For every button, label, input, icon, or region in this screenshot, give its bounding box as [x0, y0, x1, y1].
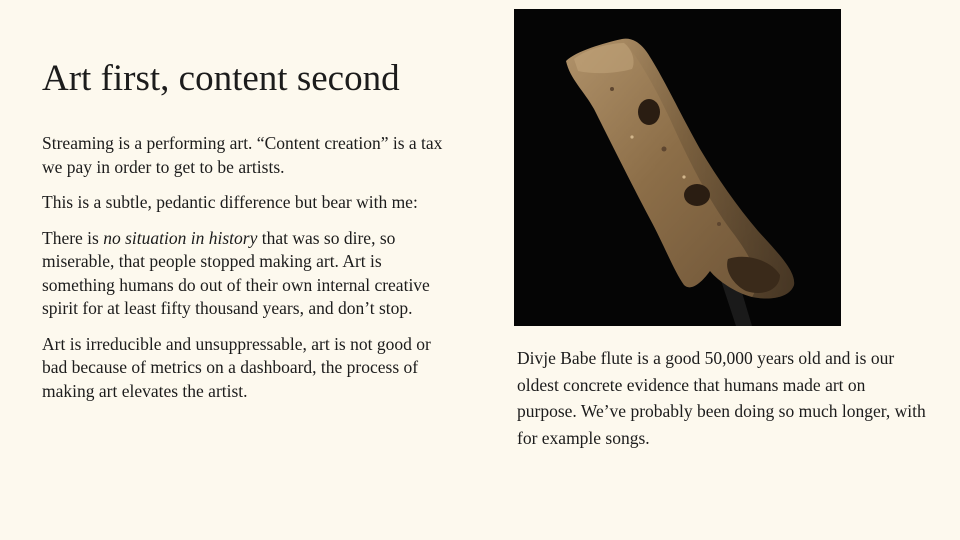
paragraph-no-situation-emphasis: no situation in history [103, 227, 258, 248]
flute-speck [610, 87, 614, 91]
paragraph-no-situation-end: that was so dire, so miserable, that people stopped making art. Art is something humans do out of their own internal creative spirit for at least fifty thousand years, and don’t stop. [42, 227, 430, 318]
flute-hole-lower [684, 184, 710, 206]
flute-caption: Divje Babe flute is a good 50,000 years old and is our oldest concrete evidence that humans made art on purpose. We’ve probably been doing so much longer, with for example songs. [517, 348, 926, 448]
paragraph-pedantic-difference: This is a subtle, pedantic difference but bear with me: [42, 192, 418, 212]
flute-photo [514, 9, 841, 326]
bone-flute-photo-icon [514, 9, 841, 326]
flute-speck [662, 147, 667, 152]
paragraph-performing-art: Streaming is a performing art. “Content creation” is a tax we pay in order to get to be artists. [42, 133, 443, 177]
paragraph-no-situation-start: There is [42, 227, 104, 248]
paragraph-no-situation [42, 227, 447, 321]
flute-speck [717, 222, 721, 226]
flute-hole-upper [638, 99, 660, 125]
paragraph-irreducible: Art is irreducible and unsuppressable, art is not good or bad because of metrics on a dashboard, the process of making art elevates the artist. [42, 333, 431, 401]
slide-title: Art first, content second [42, 58, 400, 99]
flute-speck [682, 175, 685, 178]
flute-speck [630, 135, 633, 138]
body-text [42, 132, 447, 415]
